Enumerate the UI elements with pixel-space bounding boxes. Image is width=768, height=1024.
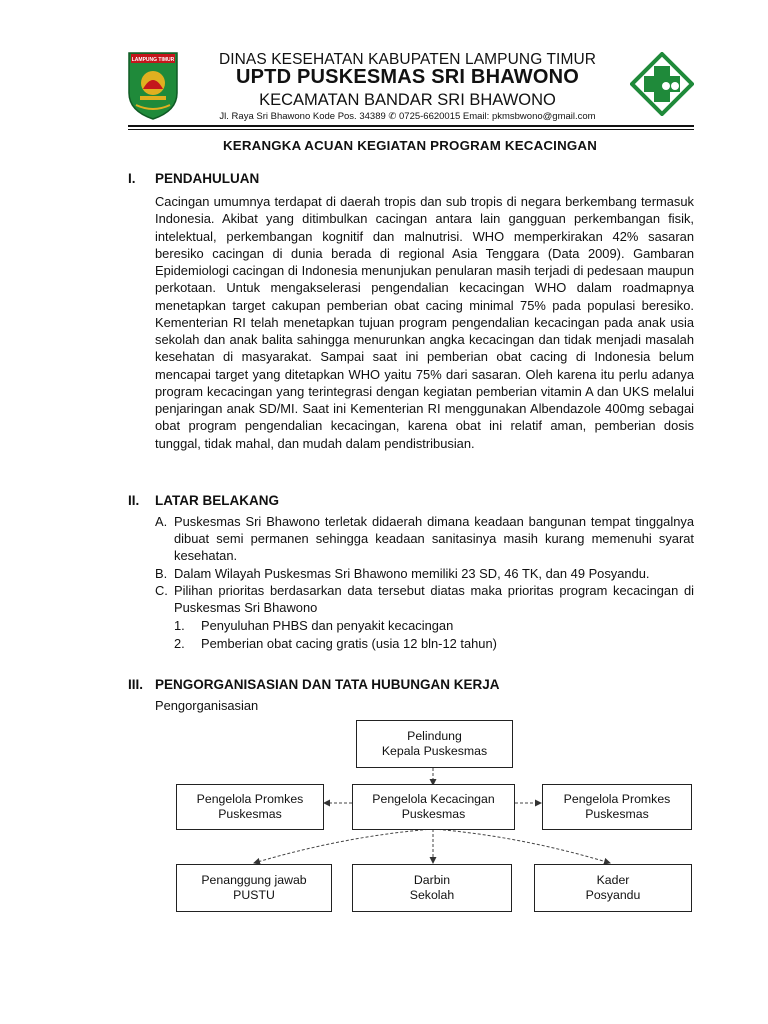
org-box-line: Penanggung jawab <box>201 873 307 887</box>
list-marker: 2. <box>174 636 185 651</box>
list-text: Puskesmas Sri Bhawono terletak didaerah dimana keadaan bangunan tempat tinggalnya dibuat semi permanen sehingga keadaan sanitasinya masih kurang memenuhi syarat kesehatan. <box>174 514 694 564</box>
org-box-kader <box>534 864 692 912</box>
org-box-line: Posyandu <box>585 888 641 902</box>
list-marker: A. <box>155 514 168 529</box>
org-box-line: Pengelola Promkes <box>563 792 671 806</box>
org-box-line: Puskesmas <box>401 807 466 821</box>
emblem-text: LAMPUNG TIMUR <box>131 57 175 63</box>
institution-name: UPTD PUSKESMAS SRI BHAWONO <box>235 66 579 88</box>
org-box-line: Sekolah <box>409 888 455 902</box>
section-1-number: I. <box>128 171 136 186</box>
org-box-pustu <box>176 864 332 912</box>
org-box-line: Puskesmas <box>585 807 649 821</box>
section-3-subtitle: Pengorganisasian <box>155 698 259 713</box>
connector-center-bottom-left <box>254 829 433 863</box>
district-name: KECAMATAN BANDAR SRI BHAWONO <box>259 91 556 109</box>
document-title: KERANGKA ACUAN KEGIATAN PROGRAM KECACINGAN <box>222 138 598 153</box>
org-box-darbin <box>352 864 512 912</box>
list-text: Dalam Wilayah Puskesmas Sri Bhawono memiliki 23 SD, 46 TK, dan 49 Posyandu. <box>174 566 650 581</box>
org-box-line: Pelindung <box>407 729 462 743</box>
list-text: Pilihan prioritas berdasarkan data tersebut diatas maka prioritas program kecacingan di Puskesmas Sri Bhawono <box>174 583 694 616</box>
section-3-number: III. <box>128 677 144 692</box>
org-box-line: Puskesmas <box>218 807 282 821</box>
section-1-body: Cacingan umumnya terdapat di daerah tropis dan sub tropis di negara berkembang termasuk Indonesia. Akibat yang ditimbulkan cacingan antara lain gangguan perkembangan fisik, intelektual, perkembangan kognitif dan malnutrisi. WHO memperkirakan 42% sasaran beresiko cacingan di dunia berada di regional Asia Tenggara (Data 2009). Gambaran Epidemiologi cacingan di Indonesia menunjukan penularan masih terjadi di pedesaan maupun perkotaan. Untuk mengakselerasi pengendalian kecacingan WHO dalam roadmapnya menetapkan target cakupan pemberian obat cacing minimal 75% pada populasi beresiko. Kementerian RI telah menetapkan tujuan program pengendalian kecacingan pada anak usia sekolah dan anak balita sahingga menurunkan angka kecacingan dan tidak menjadi masalah kesehatan di masyarakat. Sampai saat ini pemberian obat cacing di Indonesia belum mencapai target yang ditetapkan WHO yaitu 75% dari sasaran. Oleh karena itu perlu adanya program kecacingan yang terintegrasi dengan kegiatan pemberian vitamin A dan UKS melalui penjaringan anak SD/MI. Saat ini Kementerian RI menggunakan Albendazole 400mg sebagai obat program pengendalian kecacingan, karena obat ini relatif aman, pemberian dosis tunggal, tidak mahal, dan mudah dalam pendistribusian. <box>155 194 694 451</box>
agency-name: DINAS KESEHATAN KABUPATEN LAMPUNG TIMUR <box>218 51 597 68</box>
org-box-kecacingan <box>352 784 515 830</box>
org-box-promkes-right <box>542 784 692 830</box>
org-box-line: Kepala Puskesmas <box>381 744 488 758</box>
section-2-number: II. <box>128 493 140 508</box>
list-text: Pemberian obat cacing gratis (usia 12 bln-12 tahun) <box>201 636 497 651</box>
org-box-line: Kader <box>596 873 630 887</box>
org-box-protector <box>356 720 513 768</box>
org-box-line: Pengelola Kecacingan <box>372 792 495 806</box>
org-box-promkes-left <box>176 784 324 830</box>
list-marker: B. <box>155 566 168 581</box>
address-line: Jl. Raya Sri Bhawono Kode Pos. 34389 ✆ 0725-6620015 Email: pkmsbwono@gmail.com <box>219 111 596 122</box>
section-2-title: LATAR BELAKANG <box>155 493 279 508</box>
org-box-line: Darbin <box>413 873 451 887</box>
section-3-title: PENGORGANISASIAN DAN TATA HUBUNGAN KERJA <box>155 677 500 692</box>
org-box-line: PUSTU <box>233 888 275 902</box>
connector-center-bottom-right <box>433 829 610 863</box>
list-marker: 1. <box>174 618 185 633</box>
list-marker: C. <box>155 583 168 598</box>
list-text: Penyuluhan PHBS dan penyakit kecacingan <box>201 618 454 633</box>
org-box-line: Pengelola Promkes <box>196 792 304 806</box>
section-1-title: PENDAHULUAN <box>155 171 260 186</box>
